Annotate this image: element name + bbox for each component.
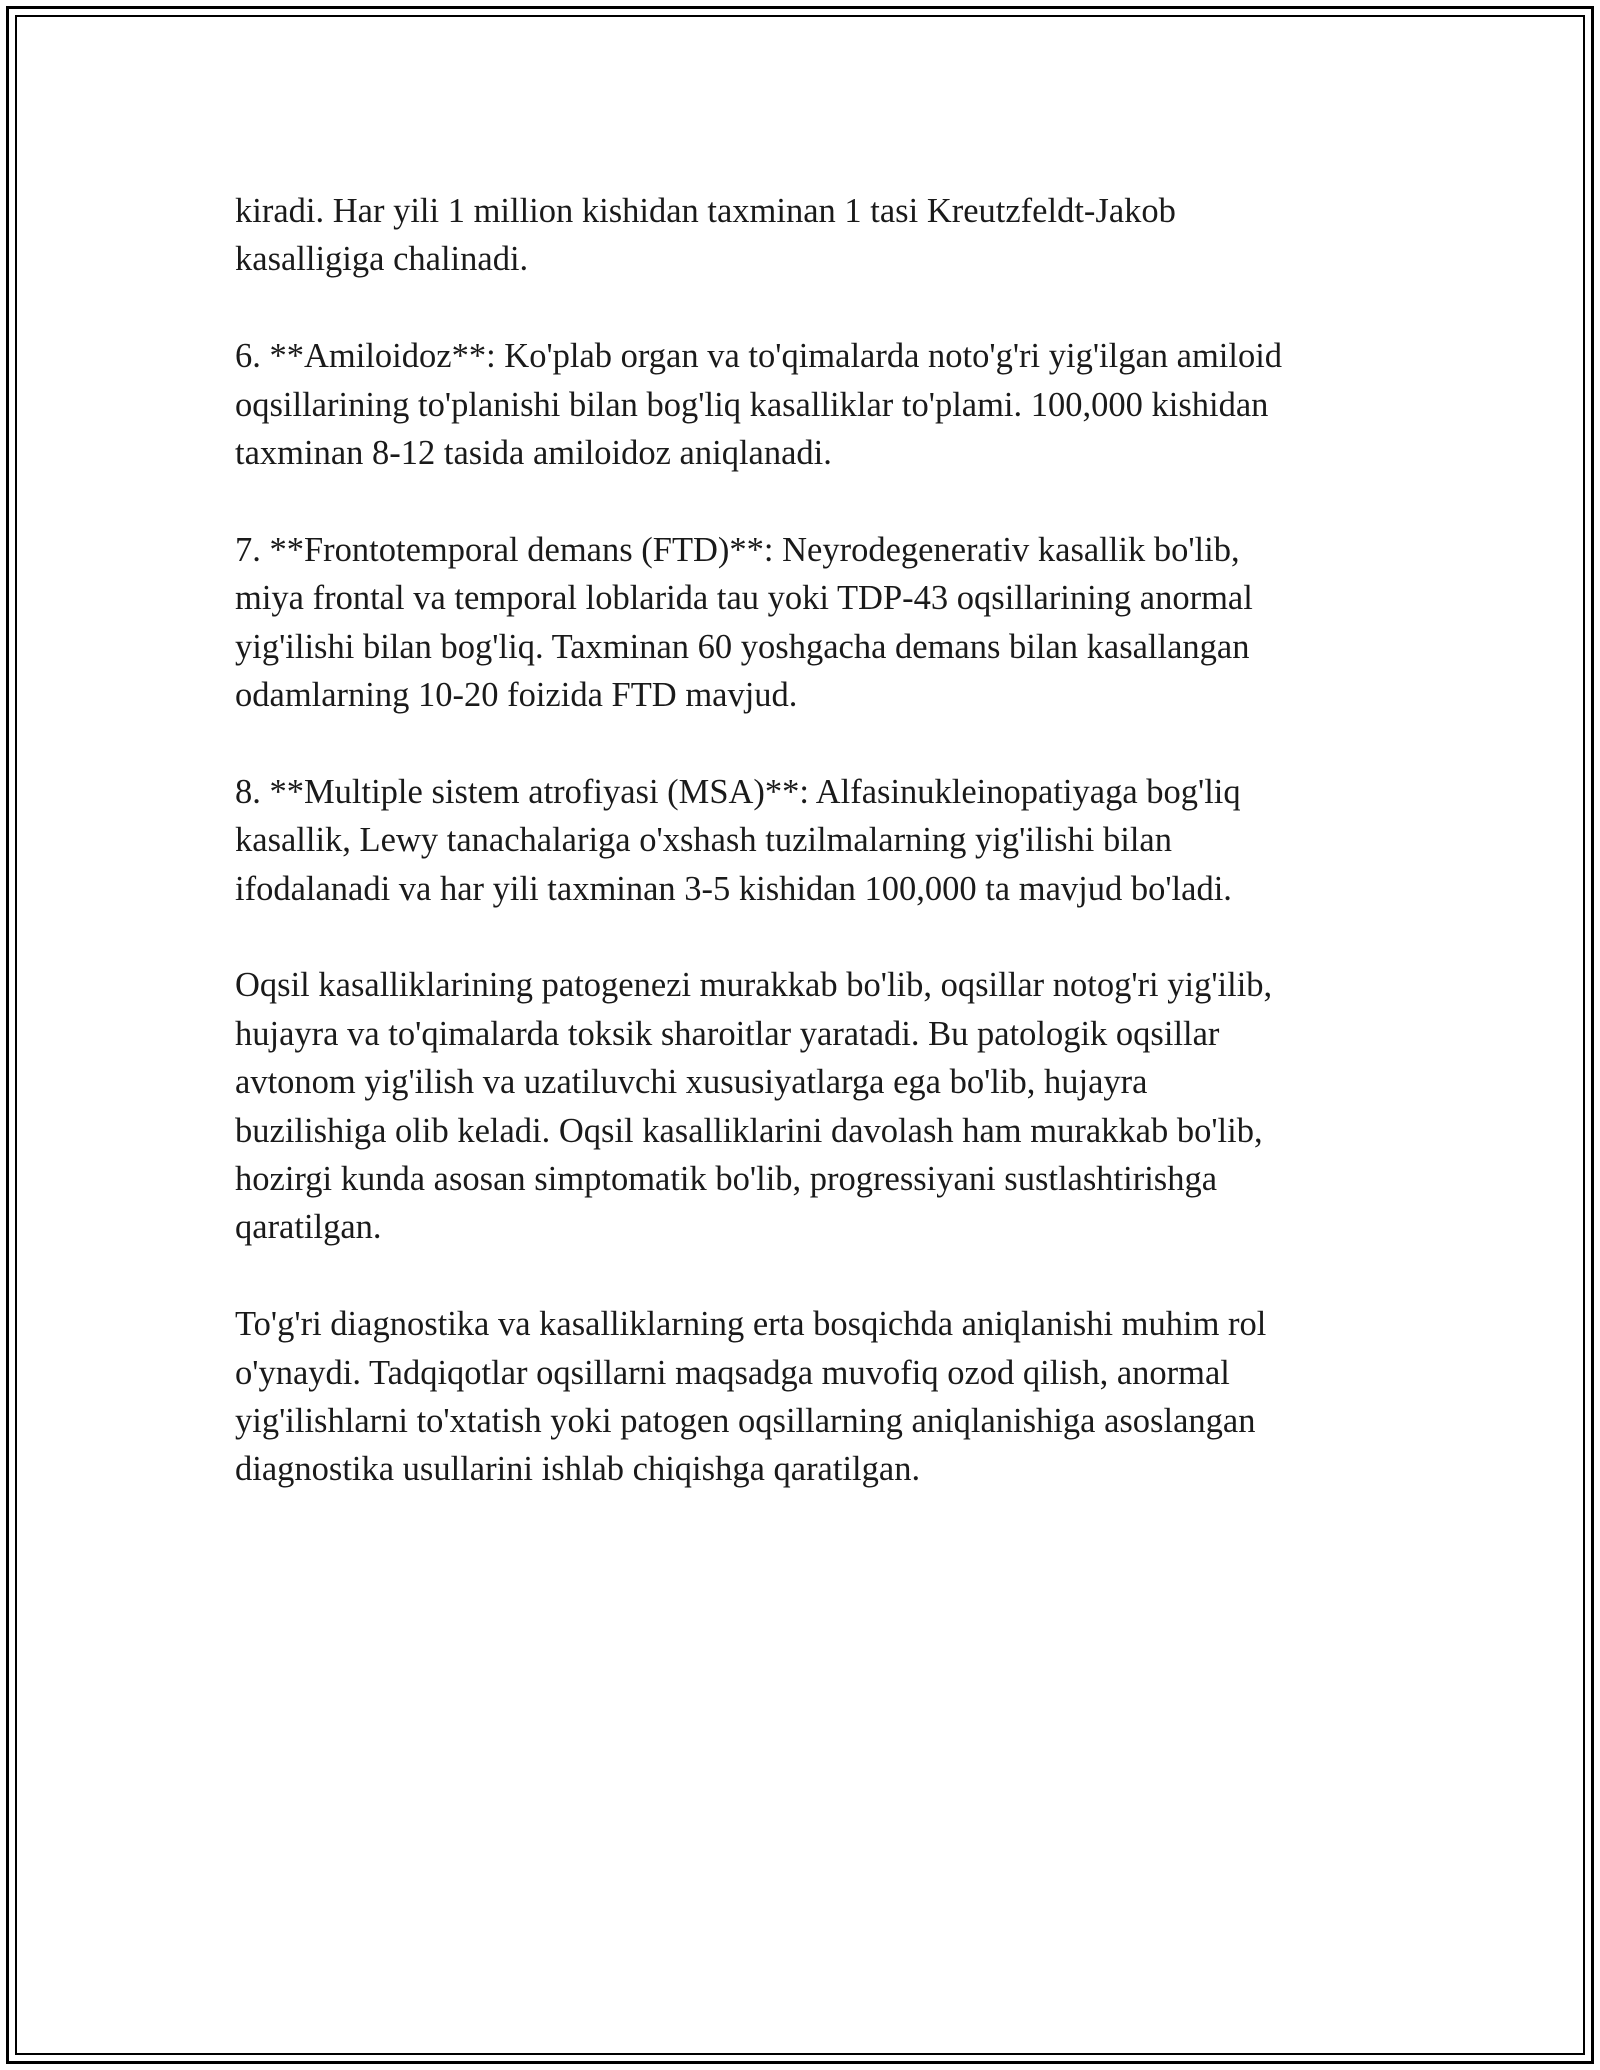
paragraph-cjd-continuation: kiradi. Har yili 1 million kishidan taxminan 1 tasi Kreutzfeldt-Jakob kasalligiga chalinadi. (235, 192, 1176, 279)
document-body (235, 187, 1375, 1542)
paragraph-pathogenesis: Oqsil kasalliklarining patogenezi murakkab bo'lib, oqsillar notog'ri yig'ilib, hujayra va to'qimalarda toksik sharoitlar yaratadi. Bu patologik oqsillar avtonom yig'ilish va uzatiluvchi xususiyatlarga ega bo'lib, hujayra buzilishiga olib keladi. Oqsil kasalliklarini davolash ham murakkab bo'lib, hozirgi kunda asosan simptomatik bo'lib, progressiyani sustlashtirishga qaratilgan. (235, 966, 1273, 1247)
paragraph-amyloidosis: 6. **Amiloidoz**: Ko'plab organ va to'qimalarda noto'g'ri yig'ilgan amiloid oqsillarining to'planishi bilan bog'liq kasalliklar to'plami. 100,000 kishidan taxminan 8-12 tasida amiloidoz aniqlanadi. (235, 337, 1283, 473)
paragraph-ftd: 7. **Frontotemporal demans (FTD)**: Neyrodegenerativ kasallik bo'lib, miya frontal va temporal loblarida tau yoki TDP-43 oqsillarining anormal yig'ilishi bilan bog'liq. Taxminan 60 yoshgacha demans bilan kasallangan odamlarning 10-20 foizida FTD mavjud. (235, 530, 1253, 715)
paragraph-msa: 8. **Multiple sistem atrofiyasi (MSA)**: Alfasinukleinopatiyaga bog'liq kasallik, Lewy tanachalariga o'xshash tuzilmalarning yig'ilishi bilan ifodalanadi va har yili taxminan 3-5 kishidan 100,000 ta mavjud bo'ladi. (235, 772, 1241, 908)
paragraph-diagnostics: To'g'ri diagnostika va kasalliklarning erta bosqichda aniqlanishi muhim rol o'ynaydi. Tadqiqotlar oqsillarni maqsadga muvofiq ozod qilish, anormal yig'ilishlarni to'xtatish yoki patogen oqsillarning aniqlanishiga asoslangan diagnostika usullarini ishlab chiqishga qaratilgan. (235, 1305, 1267, 1489)
